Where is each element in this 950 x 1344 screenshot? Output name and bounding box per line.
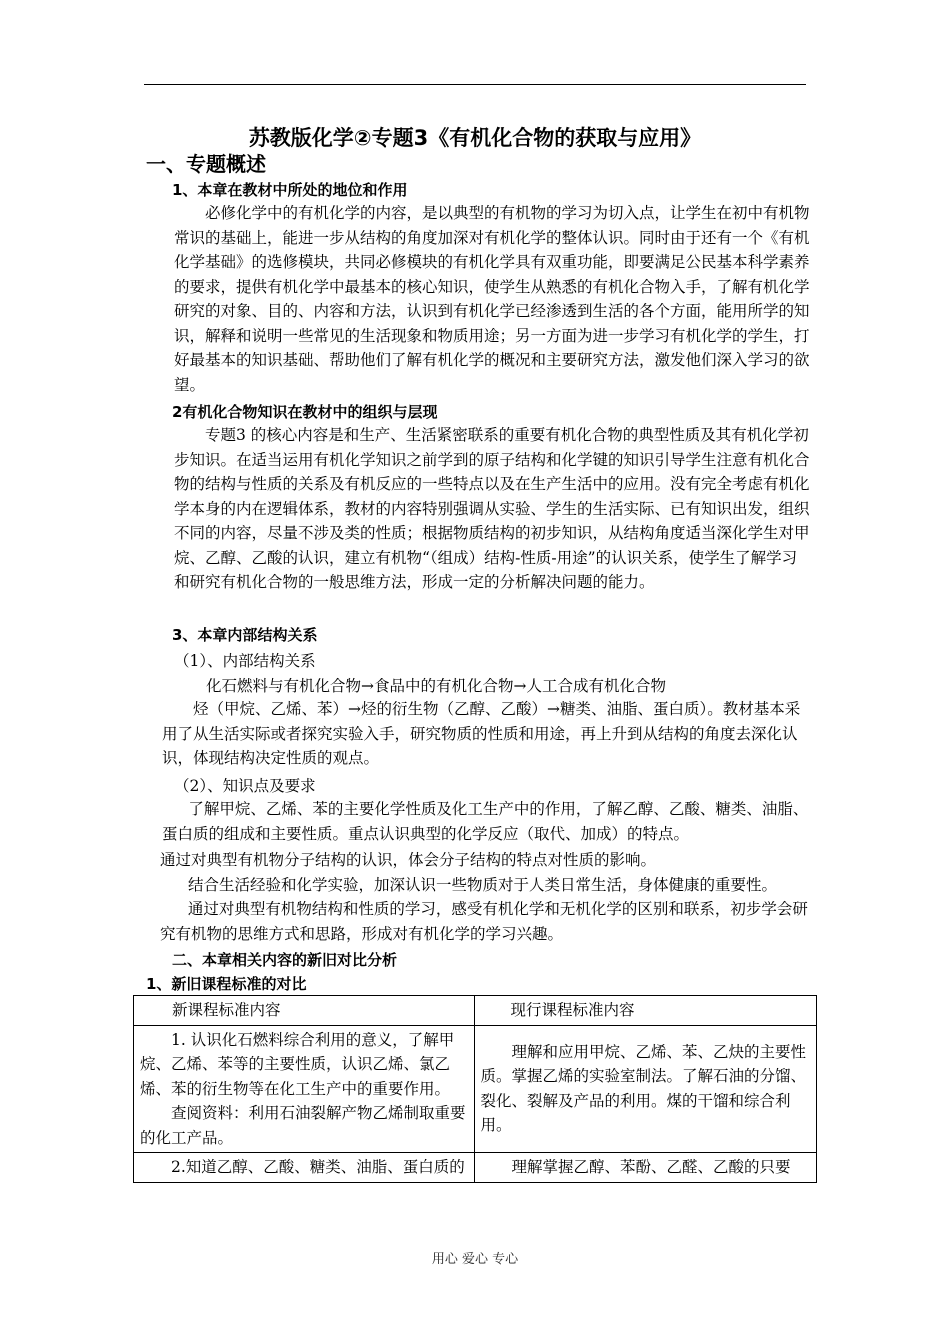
table-cell-old [474, 1153, 817, 1183]
req4-paragraph [160, 897, 810, 946]
section2-sub1-heading: 1、新旧课程标准的对比 [146, 975, 307, 993]
document-title: 苏教版化学②专题3《有机化合物的获取与应用》 [248, 126, 702, 150]
row1-old-text: 理解和应用甲烷、乙烯、苯、乙炔的主要性质。掌握乙烯的实验室制法。了解石油的分馏、裂化、裂解及产品的利用。煤的干馏和综合利用。 [480, 1042, 807, 1135]
chain-text: 烃（甲烷、乙烯、苯）→烃的衍生物（乙醇、乙酸）→糖类、油脂、蛋白质）。教材基本采用了从生活实际或者探究实验入手，研究物质的性质和用途，再上升到从结构的角度去深化认识，体现结构决定性质的观点。 [162, 700, 801, 767]
req1-text: 了解甲烷、乙烯、苯的主要化学性质及化工生产中的作用，了解乙醇、乙酸、糖类、油脂、蛋白质的组成和主要性质。重点认识典型的化学反应（取代、加成）的特点。 [162, 800, 809, 843]
req4-text: 通过对典型有机物结构和性质的学习，感受有机化学和无机化学的区别和联系，初步学会研究有机物的思维方式和思路，形成对有机化学的学习兴趣。 [160, 900, 808, 943]
comparison-table [133, 995, 817, 1183]
part2-label: （2）、知识点及要求 [174, 777, 316, 795]
sub3-heading: 3、本章内部结构关系 [172, 626, 318, 644]
sub1-heading: 1、本章在教材中所处的地位和作用 [172, 181, 408, 199]
chain-paragraph [162, 697, 810, 771]
part1-label: （1）、内部结构关系 [174, 652, 316, 670]
req2-text: 通过对典型有机物分子结构的认识，体会分子结构的特点对性质的影响。 [160, 851, 657, 869]
row1-new-extra: 查阅资料：利用石油裂解产物乙烯制取重要的化工产品。 [140, 1104, 466, 1147]
sub1-paragraph [174, 201, 810, 397]
table-header-row [134, 996, 817, 1026]
req1-paragraph [162, 797, 818, 846]
table-row [134, 1025, 817, 1153]
row2-new-text: 2.知道乙醇、乙酸、糖类、油脂、蛋白质的 [171, 1158, 465, 1176]
header-rule [144, 84, 806, 85]
table-header-old: 现行课程标准内容 [474, 996, 817, 1026]
section1-heading: 一、专题概述 [146, 152, 266, 176]
row2-old-text: 理解掌握乙醇、苯酚、乙醛、乙酸的只要 [511, 1158, 791, 1176]
req3-text: 结合生活经验和化学实验，加深认识一些物质对于人类日常生活，身体健康的重要性。 [188, 876, 778, 894]
table-cell-old [474, 1025, 817, 1153]
table-cell-new [134, 1153, 475, 1183]
table-row [134, 1153, 817, 1183]
sub2-heading: 2有机化合物知识在教材中的组织与层现 [172, 403, 438, 421]
table-cell-new [134, 1025, 475, 1153]
row1-new-text: 1. 认识化石燃料综合利用的意义，了解甲烷、乙烯、苯等的主要性质，认识乙烯、氯乙烯、苯的衍生物等在化工生产中的重要作用。 [140, 1030, 455, 1098]
page-footer: 用心 爱心 专心 [431, 1252, 519, 1267]
table-header-new: 新课程标准内容 [134, 996, 475, 1026]
sub2-paragraph [174, 423, 810, 595]
sub1-text: 必修化学中的有机化学的内容，是以典型的有机物的学习为切入点，让学生在初中有机物常识的基础上，能进一步从结构的角度加深对有机化学的整体认识。同时由于还有一个《有机化学基础》的选修模块，共同必修模块的有机化学具有双重功能，即要满足公民基本科学素养的要求，提供有机化学中最基本的核心知识，使学生从熟悉的有机化合物入手，了解有机化学研究的对象、目的、内容和方法，认识到有机化学已经渗透到生活的各个方面，能用所学的知识，解释和说明一些常见的生活现象和物质用途；另一方面为进一步学习有机化学的学生，打好最基本的知识基础、帮助他们了解有机化学的概况和主要研究方法，激发他们深入学习的欲望。 [174, 204, 810, 394]
sub2-text: 专题3 的核心内容是和生产、生活紧密联系的重要有机化合物的典型性质及其有机化学初步知识。在适当运用有机化学知识之前学到的原子结构和化学键的知识引导学生注意有机化合物的结构与性质的关系及有机反应的一些特点以及在生产生活中的应用。没有完全考虑有机化学本身的内在逻辑体系，教材的内容特别强调从实验、学生的生活实际、已有知识出发，组织不同的内容，尽量不涉及类的性质；根据物质结构的初步知识，从结构角度适当深化学生对甲烷、乙醇、乙酸的认识，建立有机物“（组成）结构-性质-用途”的认识关系，使学生了解学习和研究有机化合物的一般思维方法，形成一定的分析解决问题的能力。 [174, 426, 810, 591]
section2-heading: 二、本章相关内容的新旧对比分析 [172, 951, 398, 969]
structure-chain: 化石燃料与有机化合物→食品中的有机化合物→人工合成有机化合物 [206, 677, 666, 695]
